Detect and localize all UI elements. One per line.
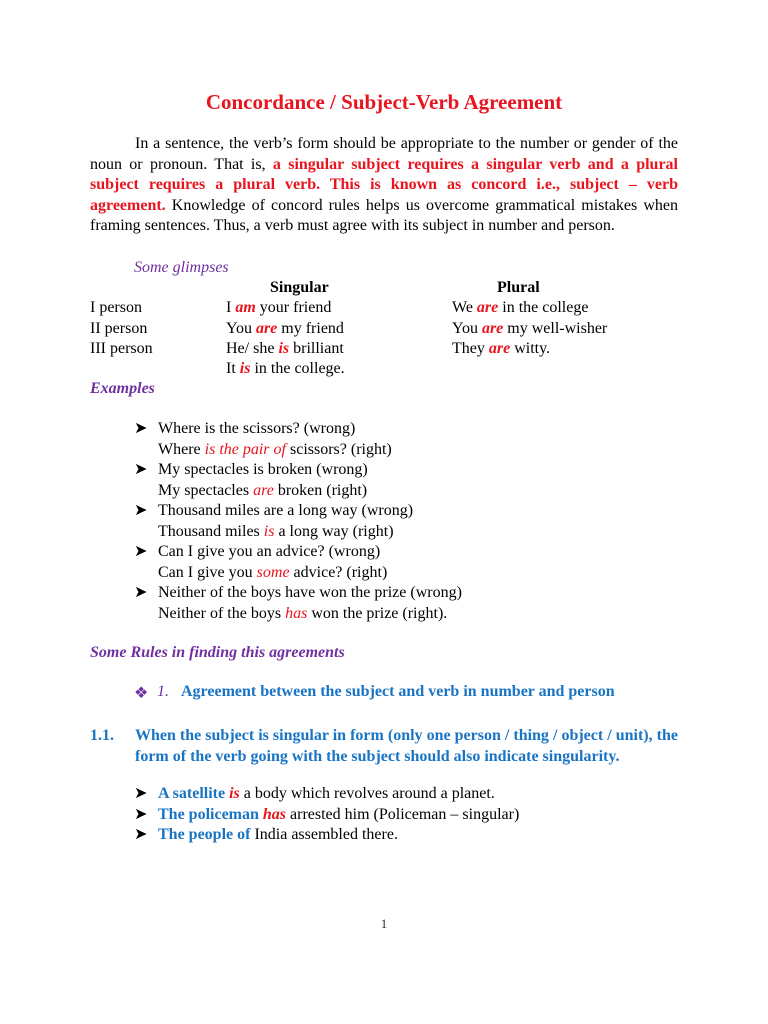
rule-heading: Agreement between the subject and verb in number and person	[181, 683, 615, 700]
table-cell-plural: They are witty.	[452, 340, 551, 357]
table-row-person: III person	[90, 340, 153, 357]
arrowhead-bullet-icon: ➤	[134, 461, 148, 478]
page-title: Concordance / Subject-Verb Agreement	[205, 90, 563, 114]
arrowhead-bullet-icon: ➤	[134, 806, 148, 823]
table-cell-plural: You are my well-wisher	[452, 320, 608, 337]
arrowhead-bullet-icon: ➤	[134, 420, 148, 437]
arrowhead-bullet-icon: ➤	[134, 502, 148, 519]
intro-text-3: Knowledge of concord rules helps us overcome grammatical mistakes when framing sentences. Thus, a verb must agree with its subject in number and person.	[90, 196, 678, 234]
arrowhead-bullet-icon: ➤	[134, 785, 148, 802]
rules-label: Some Rules in finding this agreements	[90, 644, 345, 661]
table-cell-plural: We are in the college	[452, 299, 589, 316]
document-page: Concordance / Subject-Verb Agreement In a sentence, the verb’s form should be appropriate to the number or gender of the noun or pronoun. That is, a singular subject requires a singular verb and a plural subject requires a plural verb. This is known as concord i.e., subject – verb agreement. Knowledge of concord rules helps us overcome grammatical mistakes when framing sentences. Thus, a verb must agree with its subject in number and person. Some glimpses Singular Plural I person I am your friend We are in the college II person You are my friend You are my well-wisher III person He/ she is brilliant They are witty. It is in the college. Examples ➤ Where is the scissors? (wrong) Where is the pair of scissors? (right) ➤ My spectacles is broken (wrong) My spectacles are broken (right) ➤ Thousand miles are a long way (wrong) Thousand miles is a long way (right) ➤ Can I give you an advice? (wrong) Can I give you some advice? (right) ➤ Neither of the boys have won the prize (wrong) Neither of the boys has won the prize (right). Some Rules in finding this agreements ❖ 1. Agreement between the subject and verb in number and person 1.1. When the subject is singular in form (only one person / thing / object / unit), the form of the verb going with the subject should also indicate singularity. ➤ A satellite is a body which revolves around a planet. ➤ The policeman has arrested him (Policeman – singular) ➤ The people of India assembled there. 1	[0, 0, 768, 1024]
table-row-person: I person	[90, 299, 142, 316]
subrule-number: 1.1.	[90, 727, 114, 744]
arrowhead-bullet-icon: ➤	[134, 584, 148, 601]
table-cell-singular: He/ she is brilliant	[226, 340, 344, 357]
examples-label: Examples	[90, 380, 155, 397]
page-number: 1	[380, 916, 388, 931]
arrowhead-bullet-icon: ➤	[134, 826, 148, 843]
table-cell-singular: I am your friend	[226, 299, 332, 316]
table-row-person: II person	[90, 320, 148, 337]
rule-number: 1.	[157, 683, 169, 700]
singular-header: Singular	[270, 279, 329, 296]
diamond-bullet-icon: ❖	[134, 685, 149, 702]
table-cell-singular: It is in the college.	[226, 360, 345, 377]
subrule-heading	[90, 726, 678, 767]
intro-text-1: In a sentence, the verb’s form should be appropriate to the number or gender of the noun or pronoun. That is,	[90, 135, 678, 173]
subrule-text: When the subject is singular in form (only one person / thing / object / unit), the form of the verb going with the subject should also indicate singularity.	[135, 727, 678, 765]
intro-rule-highlight: a singular subject requires a singular verb and a plural subject requires a plural verb. This is known as concord i.e., subject – verb agreement.	[90, 155, 678, 214]
plural-header: Plural	[497, 279, 540, 296]
intro-paragraph	[90, 134, 678, 237]
arrowhead-bullet-icon: ➤	[134, 543, 148, 560]
glimpses-label: Some glimpses	[134, 259, 229, 276]
table-cell-singular: You are my friend	[226, 320, 344, 337]
